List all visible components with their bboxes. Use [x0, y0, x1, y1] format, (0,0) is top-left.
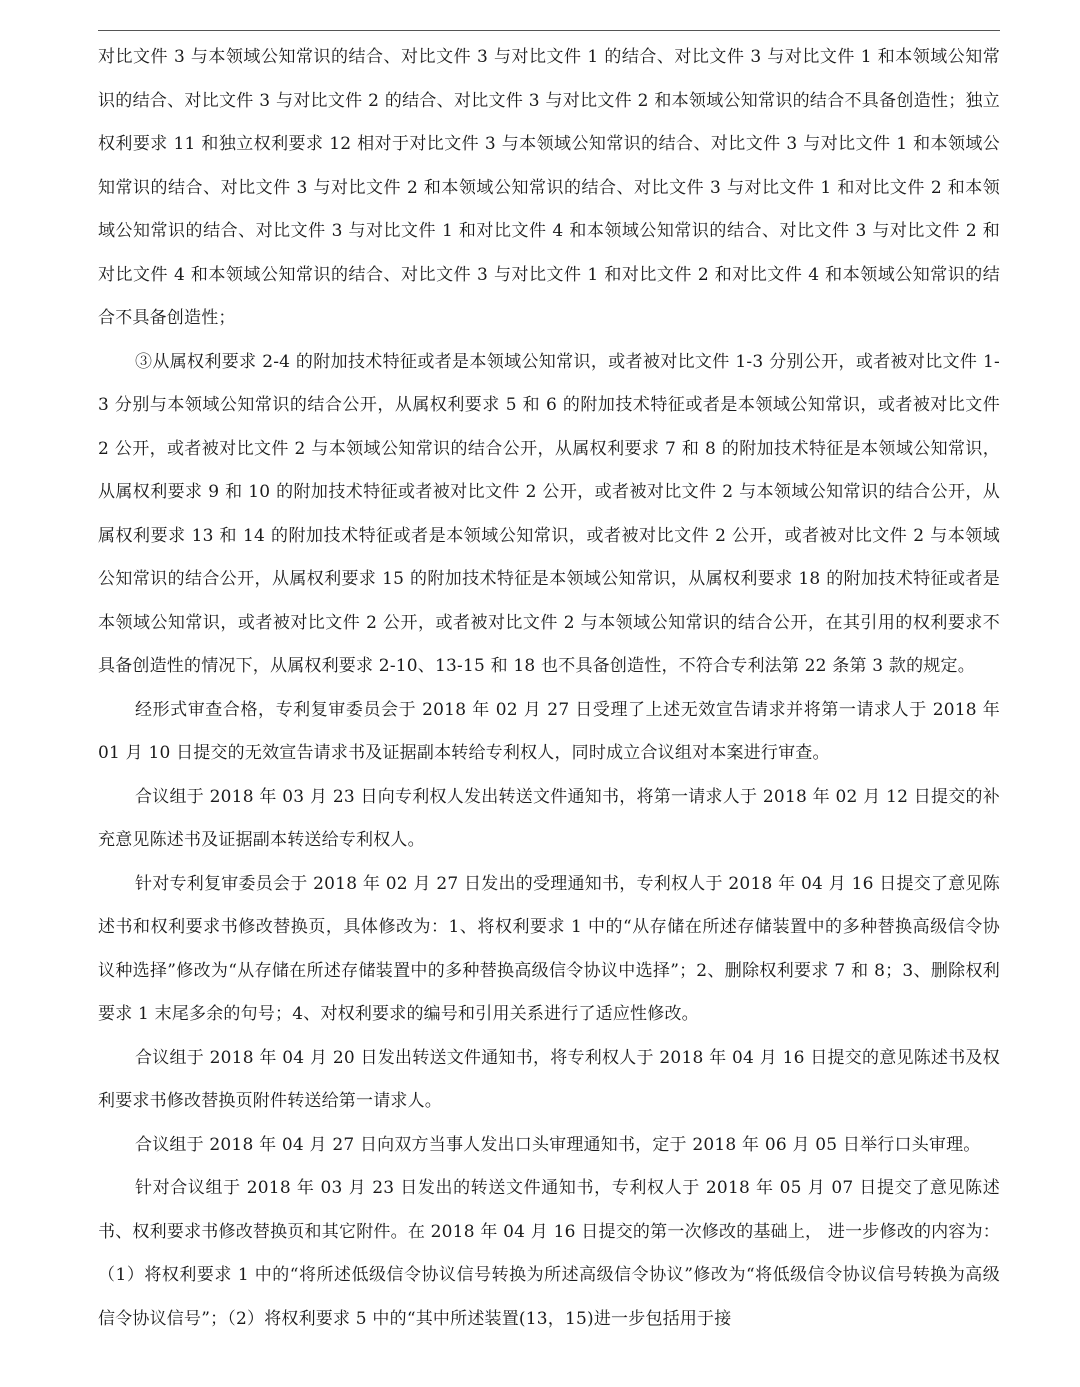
paragraph-3: 经形式审查合格，专利复审委员会于 2018 年 02 月 27 日受理了上述无效宣告请求并将第一请求人于 2018 年 01 月 10 日提交的无效宣告请求书及证据副本转给专利权人，同时成立合议组对本案进行审查。	[98, 699, 1000, 763]
paragraph-6: 合议组于 2018 年 04 月 20 日发出转送文件通知书，将专利权人于 2018 年 04 月 16 日提交的意见陈述书及权利要求书修改替换页附件转送给第一请求人。	[98, 1047, 1000, 1111]
paragraph-8: 针对合议组于 2018 年 03 月 23 日发出的转送文件通知书，专利权人于 2018 年 05 月 07 日提交了意见陈述书、权利要求书修改替换页和其它附件。在 2018 年 04 月 16 日提交的第一次修改的基础上， 进一步修改的内容为：（1）将权利要求 1 中的“将所述低级信令协议信号转换为所述高级信令协议”修改为“将低级信令协议信号转换为高级信令协议信号”；（2）将权利要求 5 中的“其中所述装置(13，15)进一步包括用于接	[98, 1178, 1000, 1329]
paragraph-7: 合议组于 2018 年 04 月 27 日向双方当事人发出口头审理通知书，定于 2018 年 06 月 05 日举行口头审理。	[135, 1134, 981, 1155]
paragraph-4: 合议组于 2018 年 03 月 23 日向专利权人发出转送文件通知书，将第一请求人于 2018 年 02 月 12 日提交的补充意见陈述书及证据副本转送给专利权人。	[98, 786, 1000, 850]
paragraph-5: 针对专利复审委员会于 2018 年 02 月 27 日发出的受理通知书，专利权人于 2018 年 04 月 16 日提交了意见陈述书和权利要求书修改替换页，具体修改为：1、将权利要求 1 中的“从存储在所述存储装置中的多种替换高级信令协议种选择”修改为“从存储在所述存储装置中的多种替换高级信令协议中选择”；2、删除权利要求 7 和 8；3、删除权利要求 1 末尾多余的句号；4、对权利要求的编号和引用关系进行了适应性修改。	[98, 873, 1000, 1024]
document-body	[98, 36, 1000, 1341]
paragraph-2: ③从属权利要求 2-4 的附加技术特征或者是本领域公知常识，或者被对比文件 1-3 分别公开，或者被对比文件 1-3 分别与本领域公知常识的结合公开，从属权利要求 5 和 6 的附加技术特征或者是本领域公知常识，或者被对比文件 2 公开，或者被对比文件 2 与本领域公知常识的结合公开，从属权利要求 7 和 8 的附加技术特征是本领域公知常识，从属权利要求 9 和 10 的附加技术特征或者被对比文件 2 公开，或者被对比文件 2 与本领域公知常识的结合公开，从属权利要求 13 和 14 的附加技术特征或者是本领域公知常识，或者被对比文件 2 公开，或者被对比文件 2 与本领域公知常识的结合公开，从属权利要求 15 的附加技术特征是本领域公知常识，从属权利要求 18 的附加技术特征或者是本领域公知常识，或者被对比文件 2 公开，或者被对比文件 2 与本领域公知常识的结合公开，在其引用的权利要求不具备创造性的情况下，从属权利要求 2-10、13-15 和 18 也不具备创造性，不符合专利法第 22 条第 3 款的规定。	[98, 351, 1000, 676]
header-rule	[98, 30, 1000, 31]
paragraph-1: 对比文件 3 与本领域公知常识的结合、对比文件 3 与对比文件 1 的结合、对比文件 3 与对比文件 1 和本领域公知常识的结合、对比文件 3 与对比文件 2 的结合、对比文件 3 与对比文件 2 和本领域公知常识的结合不具备创造性；独立权利要求 11 和独立权利要求 12 相对于对比文件 3 与本领域公知常识的结合、对比文件 3 与对比文件 1 和本领域公知常识的结合、对比文件 3 与对比文件 2 和本领域公知常识的结合、对比文件 3 与对比文件 1 和对比文件 2 和本领域公知常识的结合、对比文件 3 与对比文件 1 和对比文件 4 和本领域公知常识的结合、对比文件 3 与对比文件 2 和对比文件 4 和本领域公知常识的结合、对比文件 3 与对比文件 1 和对比文件 2 和对比文件 4 和本领域公知常识的结合不具备创造性；	[98, 47, 1000, 328]
